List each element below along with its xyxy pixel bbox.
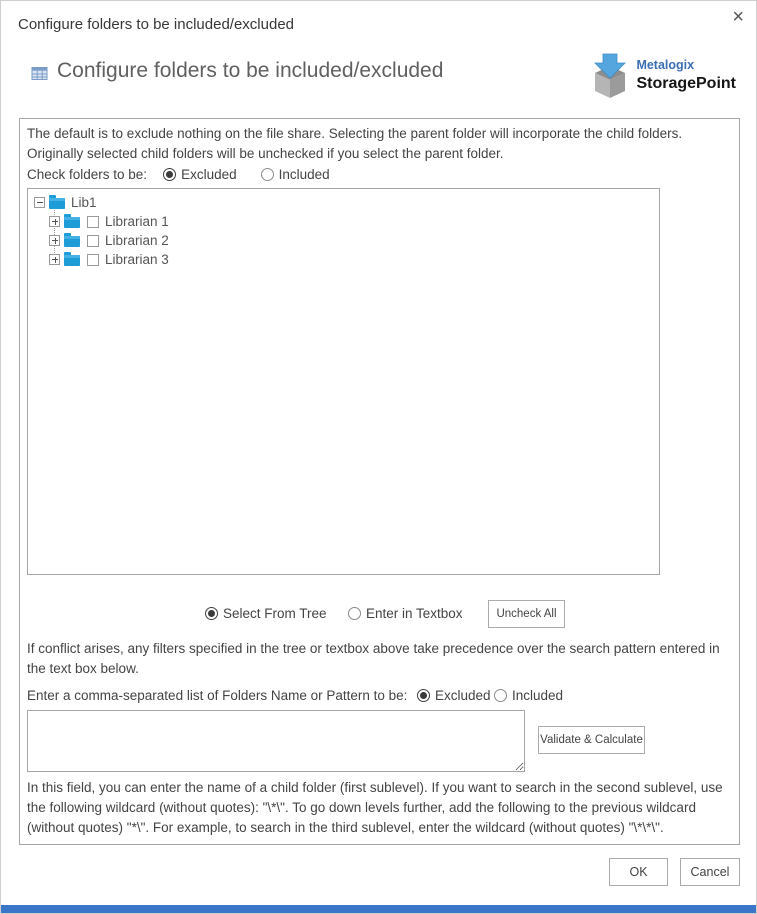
- folder-icon: [64, 236, 80, 247]
- pattern-excluded-label: Excluded: [435, 688, 491, 703]
- folder-checkbox[interactable]: [87, 216, 99, 228]
- check-folders-label: Check folders to be:: [27, 167, 148, 182]
- list-table-icon: [31, 65, 48, 85]
- tree-root-label[interactable]: Lib1: [71, 195, 97, 210]
- radio-selected-icon[interactable]: [205, 607, 218, 620]
- expand-icon[interactable]: [49, 216, 60, 227]
- intro-text: The default is to exclude nothing on the file share. Selecting the parent folder will incorporate the child folders. Originally selected child folders will be unchecked if you select the parent folder.: [27, 126, 683, 161]
- check-included-radio[interactable]: [261, 167, 330, 182]
- tree-item-label[interactable]: Librarian 1: [105, 214, 169, 229]
- radio-unselected-icon[interactable]: [494, 689, 507, 702]
- tree-row[interactable]: [28, 231, 659, 250]
- pattern-list-label: Enter a comma-separated list of Folders Name or Pattern to be:: [27, 688, 408, 703]
- tree-row[interactable]: [28, 250, 659, 269]
- select-from-tree-label: Select From Tree: [223, 606, 327, 621]
- collapse-icon[interactable]: [34, 197, 45, 208]
- tree-item-label[interactable]: Librarian 3: [105, 252, 169, 267]
- logo-text: [636, 53, 736, 94]
- tree-row[interactable]: [28, 212, 659, 231]
- page-title: Configure folders to be included/excluded: [57, 59, 444, 82]
- check-excluded-radio[interactable]: [163, 167, 237, 182]
- radio-unselected-icon[interactable]: [261, 168, 274, 181]
- storagepoint-box-arrow-icon: [592, 53, 628, 102]
- folder-checkbox[interactable]: [87, 254, 99, 266]
- logo-brand-label: Metalogix: [636, 58, 695, 72]
- enter-in-textbox-label: Enter in Textbox: [366, 606, 463, 621]
- window-title: Configure folders to be included/excluded: [18, 16, 295, 33]
- radio-selected-icon[interactable]: [163, 168, 176, 181]
- pattern-input[interactable]: [27, 710, 525, 772]
- enter-in-textbox-radio[interactable]: [348, 606, 463, 621]
- close-icon[interactable]: ×: [732, 6, 744, 28]
- validate-calculate-button[interactable]: Validate & Calculate: [538, 726, 645, 754]
- logo-product-label: StoragePoint: [636, 74, 736, 92]
- wildcard-help-text: In this field, you can enter the name of a child folder (first sublevel). If you want to search in the second sublevel, use the following wildcard (without quotes): "\*\". To go down levels further, add the following to the previous wildcard (without quotes) "*\". For example, to search in the third sublevel, enter the wildcard (without quotes) "\*\*\".: [27, 780, 723, 835]
- folder-icon: [49, 198, 65, 209]
- uncheck-all-button[interactable]: Uncheck All: [488, 600, 565, 628]
- folder-icon: [64, 217, 80, 228]
- pattern-included-label: Included: [512, 688, 564, 703]
- radio-selected-icon[interactable]: [417, 689, 430, 702]
- cancel-button[interactable]: Cancel: [680, 858, 740, 886]
- ok-button[interactable]: OK: [609, 858, 668, 886]
- check-folders-row: [27, 167, 330, 182]
- pattern-excluded-radio[interactable]: [417, 688, 491, 703]
- metalogix-storagepoint-logo: [592, 53, 736, 102]
- conflict-note-text: If conflict arises, any filters specified in the tree or textbox above take precedence over the search pattern entered in the text box below.: [27, 641, 720, 676]
- expand-icon[interactable]: [49, 254, 60, 265]
- expand-icon[interactable]: [49, 235, 60, 246]
- tree-row-root[interactable]: [28, 193, 659, 212]
- bottom-accent-bar: [1, 905, 757, 913]
- select-from-tree-radio[interactable]: [205, 606, 327, 621]
- check-excluded-label: Excluded: [181, 167, 237, 182]
- check-included-label: Included: [278, 167, 330, 182]
- radio-unselected-icon[interactable]: [348, 607, 361, 620]
- pattern-included-radio[interactable]: [494, 688, 563, 703]
- folder-checkbox[interactable]: [87, 235, 99, 247]
- folder-icon: [64, 255, 80, 266]
- main-content-panel: [19, 118, 740, 845]
- tree-item-label[interactable]: Librarian 2: [105, 233, 169, 248]
- folder-tree[interactable]: [27, 188, 660, 575]
